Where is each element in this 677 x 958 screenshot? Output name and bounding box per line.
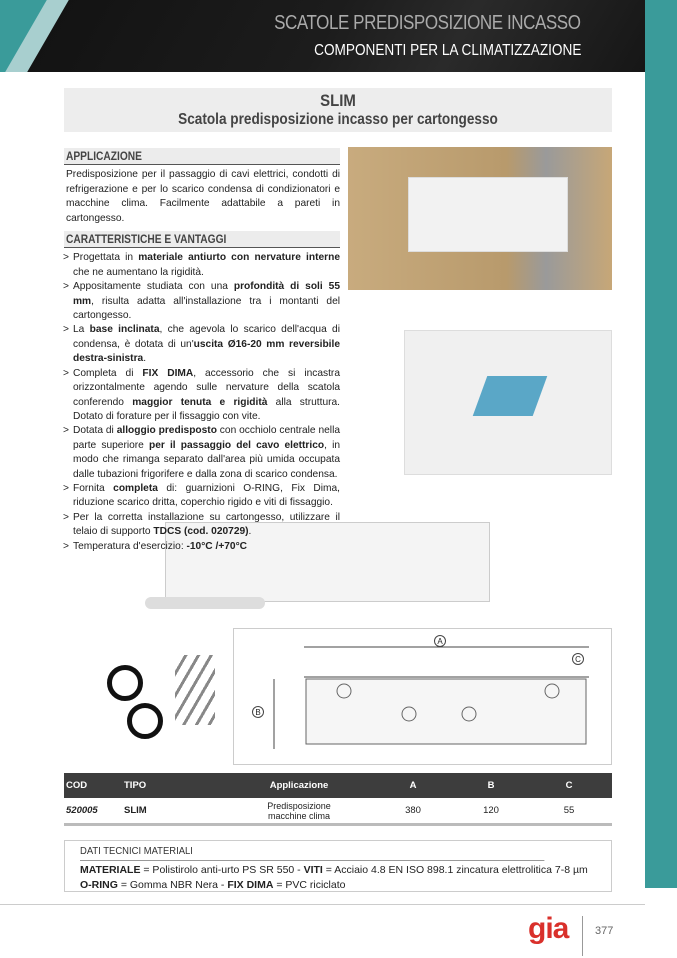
technical-drawing — [233, 628, 612, 765]
feature-item — [73, 511, 340, 540]
text: = Polistirolo anti-urto PS SR 550 - — [140, 864, 304, 876]
feature-item — [73, 367, 340, 425]
technical-data-line — [80, 878, 596, 893]
o-ring-icon — [127, 703, 163, 739]
bold-text: TDCS (cod. 020729) — [153, 526, 249, 538]
bold-text: FIX DIMA — [227, 879, 274, 891]
bold-text: -10°C /+70°C — [186, 540, 248, 552]
bold-text: MATERIALE — [80, 864, 141, 876]
bold-text: base inclinata — [89, 324, 160, 336]
text: Completa di — [73, 367, 143, 379]
side-band — [645, 0, 677, 888]
bold-text: FIX DIMA — [142, 367, 194, 379]
header-banner — [0, 0, 645, 72]
feature-item — [73, 482, 340, 511]
text: La — [73, 324, 90, 336]
col-applicazione: Applicazione — [269, 780, 329, 791]
text: Per la corretta installazione su cartongesso, utilizzare il telaio di supporto — [73, 511, 340, 538]
features-list — [73, 251, 340, 554]
o-ring-icon — [107, 665, 143, 701]
footer-separator — [582, 916, 583, 956]
applicazione-text: Predisposizione per il passaggio di cavi elettrici, condotti di refrigerazione e per lo scarico condensa di condizionatori e macchine clima. Facilmente adattabile a pareti in cartongesso. — [66, 169, 340, 224]
cell-b: 120 — [483, 805, 499, 816]
text: Dotata di — [73, 425, 117, 437]
fix-dima-photo — [404, 330, 612, 475]
feature-item — [73, 251, 340, 280]
text: che ne aumentano la rigidità. — [73, 266, 204, 278]
bold-text: per il passaggio del cavo elettrico — [148, 439, 325, 451]
col-a: A — [409, 780, 417, 791]
feature-item — [73, 280, 340, 323]
cell-cod: 520005 — [66, 805, 98, 816]
bold-text: materiale antiurto con nervature interne — [138, 252, 340, 264]
feature-item — [73, 323, 340, 366]
technical-data-line — [80, 863, 596, 878]
technical-data-title: DATI TECNICI MATERIALI — [80, 844, 544, 861]
text: alla struttura. Dotato di forature per il fissaggio con vite. — [73, 396, 341, 422]
brand-logo: gia — [528, 912, 569, 945]
text: . — [248, 526, 252, 538]
description-column — [64, 148, 340, 554]
text: , che agevola lo scarico dell'acqua di condensa, è dotata di un' — [73, 324, 340, 350]
text: . — [143, 353, 147, 365]
text: = Gomma NBR Nera - — [117, 879, 228, 891]
screws-icon — [175, 655, 215, 725]
text: Appositamente studiata con una — [73, 281, 234, 293]
product-title-box — [64, 88, 612, 132]
bold-text: maggior tenuta e rigidità — [132, 396, 268, 408]
cell-a: 380 — [405, 805, 421, 816]
subcategory-title: COMPONENTI PER LA CLIMATIZZAZIONE — [313, 42, 581, 59]
text: Progettata in — [73, 252, 139, 264]
bold-text: uscita Ø16-20 mm reversibile destra-sinistra — [73, 338, 340, 365]
table-header — [64, 773, 612, 798]
installed-photo — [348, 147, 612, 290]
dimension-label-b: B — [252, 706, 264, 718]
technical-data-box — [64, 840, 612, 892]
col-c: C — [565, 780, 573, 791]
text: = Acciaio 4.8 EN ISO 898.1 zincatura elettrolitica 7-8 µm — [322, 864, 588, 876]
dimension-label-a: A — [434, 635, 446, 647]
product-name: SLIM — [320, 91, 356, 110]
section-heading: CARATTERISTICHE E VANTAGGI — [64, 231, 340, 248]
col-cod: COD — [66, 780, 88, 791]
text: con occhiolo centrale nella parte superiore — [73, 425, 340, 451]
col-b: B — [487, 780, 495, 791]
text: , accessorio che si incastra orizzontalmente agendo sulle nervature della scatola conferendo — [73, 367, 340, 408]
feature-item — [73, 540, 340, 554]
text: , in modo che rimanga separato dall'area più umida occupata dalle tubazioni frigorifere e dalla zona di scarico condensa. — [73, 439, 341, 480]
text: di: guarnizioni O-RING, Fix Dima, riduzione scarico dritta, coperchio rigido e viti di fissaggio. — [73, 482, 340, 509]
section-heading: APPLICAZIONE — [64, 148, 340, 165]
text: , risulta adatta all'installazione tra i montanti del cartongesso. — [73, 295, 340, 322]
table-row — [64, 798, 612, 826]
cell-c: 55 — [563, 805, 575, 816]
text: = PVC riciclato — [273, 879, 346, 891]
cell-applicazione: Predisposizione macchine clima — [267, 800, 331, 821]
drawing-svg — [234, 629, 613, 766]
cell-tipo: SLIM — [124, 805, 147, 816]
product-subtitle: Scatola predisposizione incasso per cartongesso — [178, 111, 498, 128]
bold-text: profondità di soli 55 mm — [73, 281, 340, 307]
page-number: 377 — [595, 925, 614, 937]
text: Fornita — [73, 482, 114, 494]
text: Temperatura d'esercizio: — [73, 540, 187, 552]
bold-text: alloggio predisposto — [116, 425, 217, 437]
product-table — [64, 773, 612, 826]
bold-text: VITI — [303, 864, 323, 876]
category-title: SCATOLE PREDISPOSIZIONE INCASSO — [274, 12, 581, 34]
dimension-label-c: C — [572, 653, 584, 665]
col-tipo: TIPO — [124, 780, 147, 791]
bold-text: O-RING — [80, 879, 118, 891]
bold-text: completa — [113, 482, 158, 494]
o-rings-screws-photo — [105, 645, 220, 745]
footer-divider — [0, 904, 645, 905]
feature-item — [73, 424, 340, 482]
